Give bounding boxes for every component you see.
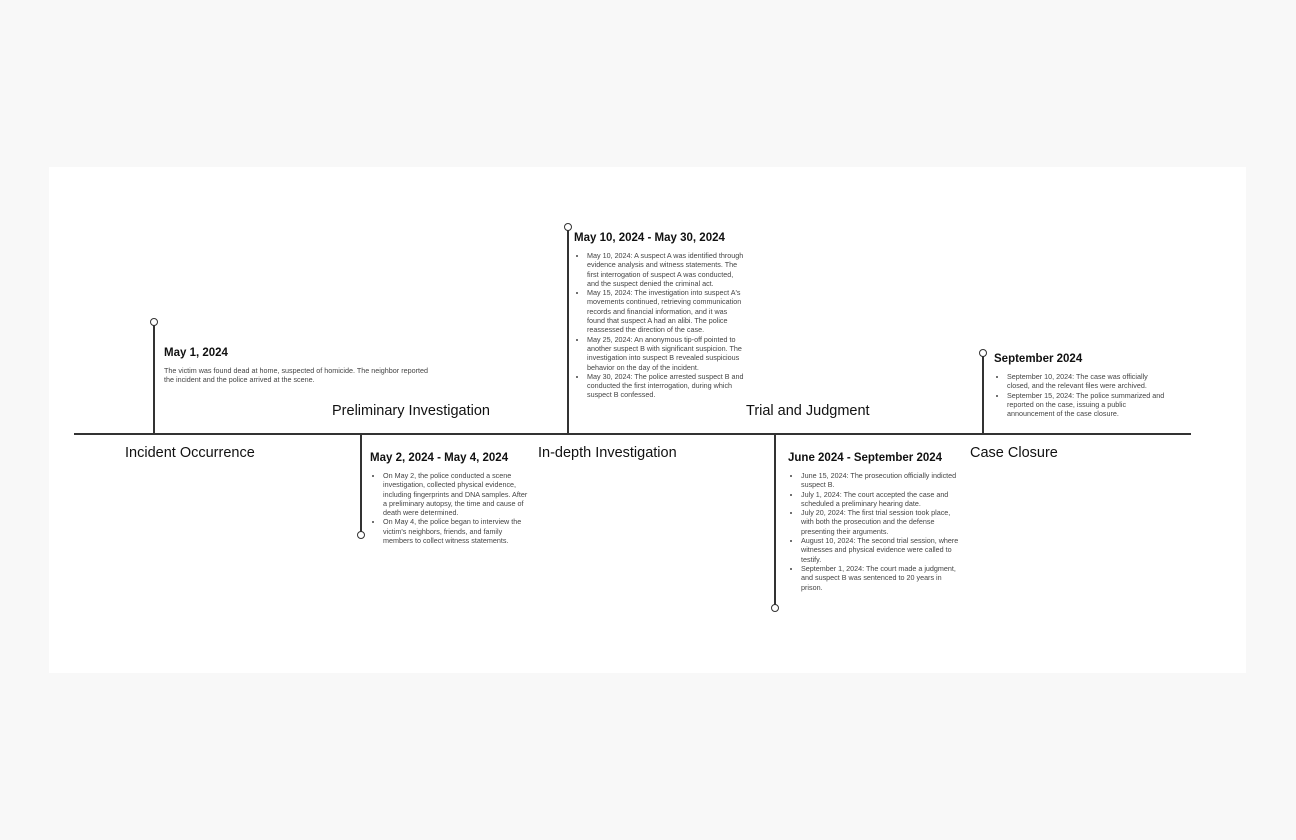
event-list-3 (574, 251, 746, 400)
list-item: • On May 2, the police conducted a scene investigation, collected physical evidence, including fingerprints and DNA samples. After a preliminary autopsy, the time and cause of death were determined. (383, 471, 530, 517)
event-date-5: September 2024 (994, 353, 1083, 365)
list-item: • May 25, 2024: An anonymous tip-off pointed to another suspect B with significant suspicion. The investigation into suspect B revealed suspicious behavior on the day of the incident. (587, 335, 746, 372)
event-stem-2 (360, 434, 362, 533)
event-list-5 (994, 372, 1166, 418)
timeline-axis (74, 433, 1191, 435)
event-list-2 (370, 471, 530, 545)
list-item: • September 1, 2024: The court made a judgment, and suspect B was sentenced to 20 years in prison. (801, 564, 963, 592)
event-marker-4 (771, 604, 779, 612)
list-item: • August 10, 2024: The second trial session, where witnesses and physical evidence were called to testify. (801, 536, 963, 564)
list-item: • On May 4, the police began to interview the victim's neighbors, friends, and family members to collect witness statements. (383, 517, 530, 545)
event-marker-2 (357, 531, 365, 539)
phase-title-trial-and-judgment: Trial and Judgment (746, 403, 870, 419)
event-card-5 (994, 353, 1166, 418)
list-item: • September 10, 2024: The case was officially closed, and the relevant files were archived. (1007, 372, 1166, 391)
event-stem-3 (567, 229, 569, 434)
event-stem-1 (153, 324, 155, 434)
phase-title-preliminary-investigation: Preliminary Investigation (332, 403, 490, 419)
event-marker-3 (564, 223, 572, 231)
event-date-3: May 10, 2024 - May 30, 2024 (574, 232, 725, 244)
list-item: • July 1, 2024: The court accepted the case and scheduled a preliminary hearing date. (801, 490, 963, 509)
list-item: • September 15, 2024: The police summarized and reported on the case, issuing a public announcement of the case closure. (1007, 391, 1166, 419)
event-card-2 (370, 452, 530, 545)
event-stem-5 (982, 355, 984, 434)
phase-title-case-closure: Case Closure (970, 445, 1058, 461)
phase-title-in-depth-investigation: In-depth Investigation (538, 445, 677, 461)
event-description-1: The victim was found dead at home, suspected of homicide. The neighbor reported the incident and the police arrived at the scene. (164, 366, 428, 385)
event-marker-1 (150, 318, 158, 326)
phase-title-incident-occurrence: Incident Occurrence (125, 445, 255, 461)
event-card-4 (788, 452, 963, 592)
event-date-1: May 1, 2024 (164, 347, 228, 359)
event-card-3 (574, 232, 746, 400)
list-item: • May 15, 2024: The investigation into suspect A's movements continued, retrieving communication records and financial information, and it was found that suspect A had an alibi. The police reassessed the direction of the case. (587, 288, 746, 334)
list-item: • May 10, 2024: A suspect A was identified through evidence analysis and witness statements. The first interrogation of suspect A was conducted, and the suspect denied the criminal act. (587, 251, 746, 288)
event-date-4: June 2024 - September 2024 (788, 452, 943, 464)
list-item: • June 15, 2024: The prosecution officially indicted suspect B. (801, 471, 963, 490)
list-item: • July 20, 2024: The first trial session took place, with both the prosecution and the defense presenting their arguments. (801, 508, 963, 536)
event-date-2: May 2, 2024 - May 4, 2024 (370, 452, 509, 464)
list-item: • May 30, 2024: The police arrested suspect B and conducted the first interrogation, during which suspect B confessed. (587, 372, 746, 400)
event-list-4 (788, 471, 963, 592)
event-marker-5 (979, 349, 987, 357)
event-stem-4 (774, 434, 776, 606)
event-card-1 (164, 347, 429, 385)
